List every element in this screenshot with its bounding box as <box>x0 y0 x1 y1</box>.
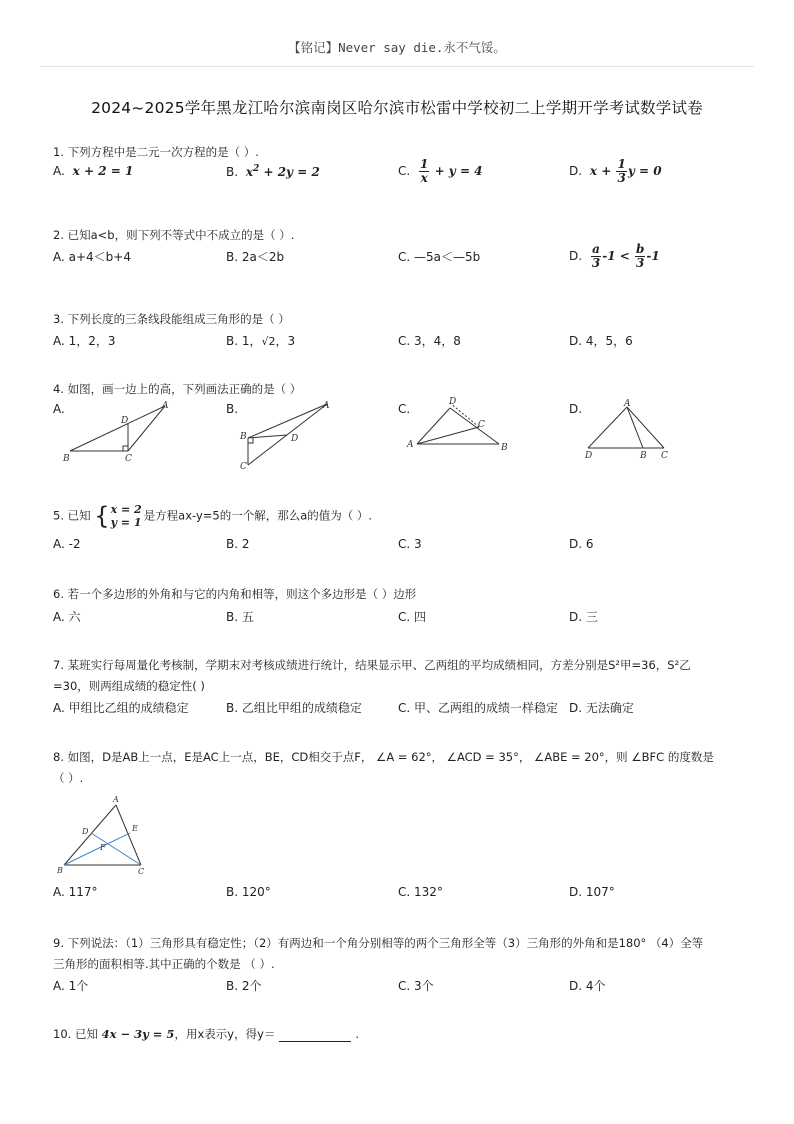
q4c-label-a: A <box>407 440 414 450</box>
q2-option-a[interactable]: A. a+4＜b+4 <box>53 250 131 264</box>
q8-label-d: D <box>82 827 89 836</box>
q6-option-a[interactable]: A. 六 <box>53 610 81 624</box>
q4d-label-a: A <box>624 399 631 409</box>
question-7-stem-line1: 7. 某班实行每周量化考核制，学期末对考核成绩进行统计，结果显示甲、乙两组的平均成绩相同，方差分别是S²甲=36，S²乙 <box>53 658 691 672</box>
question-3-options <box>53 332 753 356</box>
q1-option-d[interactable]: D. x + $\frac{1}{3}$ y = 0 <box>569 157 662 185</box>
q8-option-a[interactable]: A. 117° <box>53 885 98 899</box>
question-8-stem-line2: （ ）. <box>53 771 84 785</box>
q4c-label-c: C <box>478 420 485 430</box>
q9-option-c[interactable]: C. 3个 <box>398 979 434 993</box>
question-6-stem: 6. 若一个多边形的外角和与它的内角和相等，则这个多边形是（ ）边形 <box>53 587 417 601</box>
header-motto: 【铭记】Never say die.永不气馁。 <box>288 40 506 55</box>
q4-figure-a <box>62 398 172 468</box>
question-8-stem-line1: 8. 如图，D是AB上一点，E是AC上一点，BE，CD相交于点F， ∠A = 62°， ∠ACD = 35°， ∠ABE = 20°，则 ∠BFC 的度数是 <box>53 750 714 764</box>
q4-option-c[interactable]: C. <box>398 402 411 416</box>
q10-answer-blank[interactable] <box>279 1029 351 1042</box>
question-2-options <box>53 242 753 272</box>
question-8-options <box>53 885 753 909</box>
question-2-stem: 2. 已知a<b，则下列不等式中不成立的是（ ）. <box>53 228 295 242</box>
q8-label-c: C <box>138 867 145 876</box>
question-9-stem-line1: 9. 下列说法：（1）三角形具有稳定性；（2）有两边和一个角分别相等的两个三角形全等（3）三角形的外角和是180° （4）全等 <box>53 936 704 950</box>
q4b-label-b: B <box>240 432 247 442</box>
q7-option-a[interactable]: A. 甲组比乙组的成绩稳定 <box>53 701 189 715</box>
page-title: 2024~2025学年黑龙江哈尔滨南岗区哈尔滨市松雷中学校初二上学期开学考试数学试卷 <box>91 99 703 117</box>
q4-option-d[interactable]: D. <box>569 402 583 416</box>
q4-option-b[interactable]: B. <box>226 402 239 416</box>
q3-option-a[interactable]: A. 1，2，3 <box>53 334 116 348</box>
q8-label-b: B <box>57 866 63 875</box>
q1-option-b[interactable]: B. $x^2 + 2y = 2$ <box>226 164 320 179</box>
q4a-label-b: B <box>63 454 70 464</box>
q7-option-b[interactable]: B. 乙组比甲组的成绩稳定 <box>226 701 362 715</box>
q2-option-b[interactable]: B. 2a＜2b <box>226 250 285 264</box>
q8-label-a: A <box>113 795 119 804</box>
q9-option-d[interactable]: D. 4个 <box>569 979 606 993</box>
question-5-options <box>53 537 753 561</box>
q8-option-d[interactable]: D. 107° <box>569 885 615 899</box>
q4-option-a[interactable]: A. <box>53 402 65 416</box>
q8-label-f: F <box>100 843 106 852</box>
q8-label-e: E <box>132 824 138 833</box>
q1-option-a[interactable]: A. x + 2 = 1 <box>53 164 134 178</box>
q8-figure <box>55 793 155 878</box>
q7-option-c[interactable]: C. 甲、乙两组的成绩一样稳定 <box>398 701 559 715</box>
q1-option-c[interactable]: C. $\frac{1}{x}$ + y = 4 <box>398 157 483 185</box>
q8-option-b[interactable]: B. 120° <box>226 885 271 899</box>
q4a-label-a: A <box>162 401 169 411</box>
header-divider <box>40 66 754 67</box>
q6-option-d[interactable]: D. 三 <box>569 610 598 624</box>
q4-figure-c <box>406 394 516 456</box>
q4c-label-b: B <box>501 443 508 453</box>
q6-option-c[interactable]: C. 四 <box>398 610 427 624</box>
q3-option-c[interactable]: C. 3，4，8 <box>398 334 461 348</box>
q9-option-b[interactable]: B. 2个 <box>226 979 262 993</box>
q4a-label-c: C <box>125 454 132 464</box>
q4b-label-a: A <box>323 401 330 411</box>
question-1-stem: 1. 下列方程中是二元一次方程的是（ ）. <box>53 145 259 159</box>
q8-option-c[interactable]: C. 132° <box>398 885 443 899</box>
q5-system: x = 2 y = 1 <box>110 503 142 529</box>
q5-option-c[interactable]: C. 3 <box>398 537 422 551</box>
question-7-stem-line2: =30，则两组成绩的稳定性( ) <box>53 679 205 693</box>
q5-option-b[interactable]: B. 2 <box>226 537 250 551</box>
q4d-label-c: C <box>661 451 668 461</box>
question-5-stem: 5. 已知 { x = 2 y = 1 是方程ax-y=5的一个解，那么a的值为（ ）. <box>53 502 373 530</box>
q4b-label-d: D <box>291 434 299 444</box>
question-4-stem: 4. 如图，画一边上的高，下列画法正确的是（ ） <box>53 382 302 396</box>
q4d-label-b: B <box>640 451 647 461</box>
q6-option-b[interactable]: B. 五 <box>226 610 254 624</box>
q4d-label-d: D <box>585 451 593 461</box>
q4-figure-d <box>580 396 680 464</box>
q4c-label-d: D <box>449 397 457 407</box>
q7-option-d[interactable]: D. 无法确定 <box>569 701 634 715</box>
question-3-stem: 3. 下列长度的三条线段能组成三角形的是（ ） <box>53 312 290 326</box>
q3-option-d[interactable]: D. 4，5，6 <box>569 334 633 348</box>
q9-option-a[interactable]: A. 1个 <box>53 979 89 993</box>
q2-option-c[interactable]: C. —5a＜—5b <box>398 250 481 264</box>
question-7-options <box>53 699 753 723</box>
question-6-options <box>53 608 753 632</box>
question-10-stem: 10. 已知 4x − 3y = 5，用x表示y，得y＝ . <box>53 1027 360 1041</box>
question-9-options <box>53 977 753 1001</box>
q4b-label-c: C <box>240 462 247 472</box>
q4a-label-d: D <box>121 416 129 426</box>
q5-option-d[interactable]: D. 6 <box>569 537 594 551</box>
question-1-options <box>53 157 753 188</box>
q4-figure-b <box>235 398 345 473</box>
question-9-stem-line2: 三角形的面积相等.其中正确的个数是 （ ）. <box>53 957 275 971</box>
q5-option-a[interactable]: A. -2 <box>53 537 81 551</box>
q2-option-d[interactable]: D. $\frac{a}{3}$ -1 < $\frac{b}{3}$ -1 <box>569 242 660 270</box>
q3-option-b[interactable]: B. 1，√2，3 <box>226 334 296 348</box>
